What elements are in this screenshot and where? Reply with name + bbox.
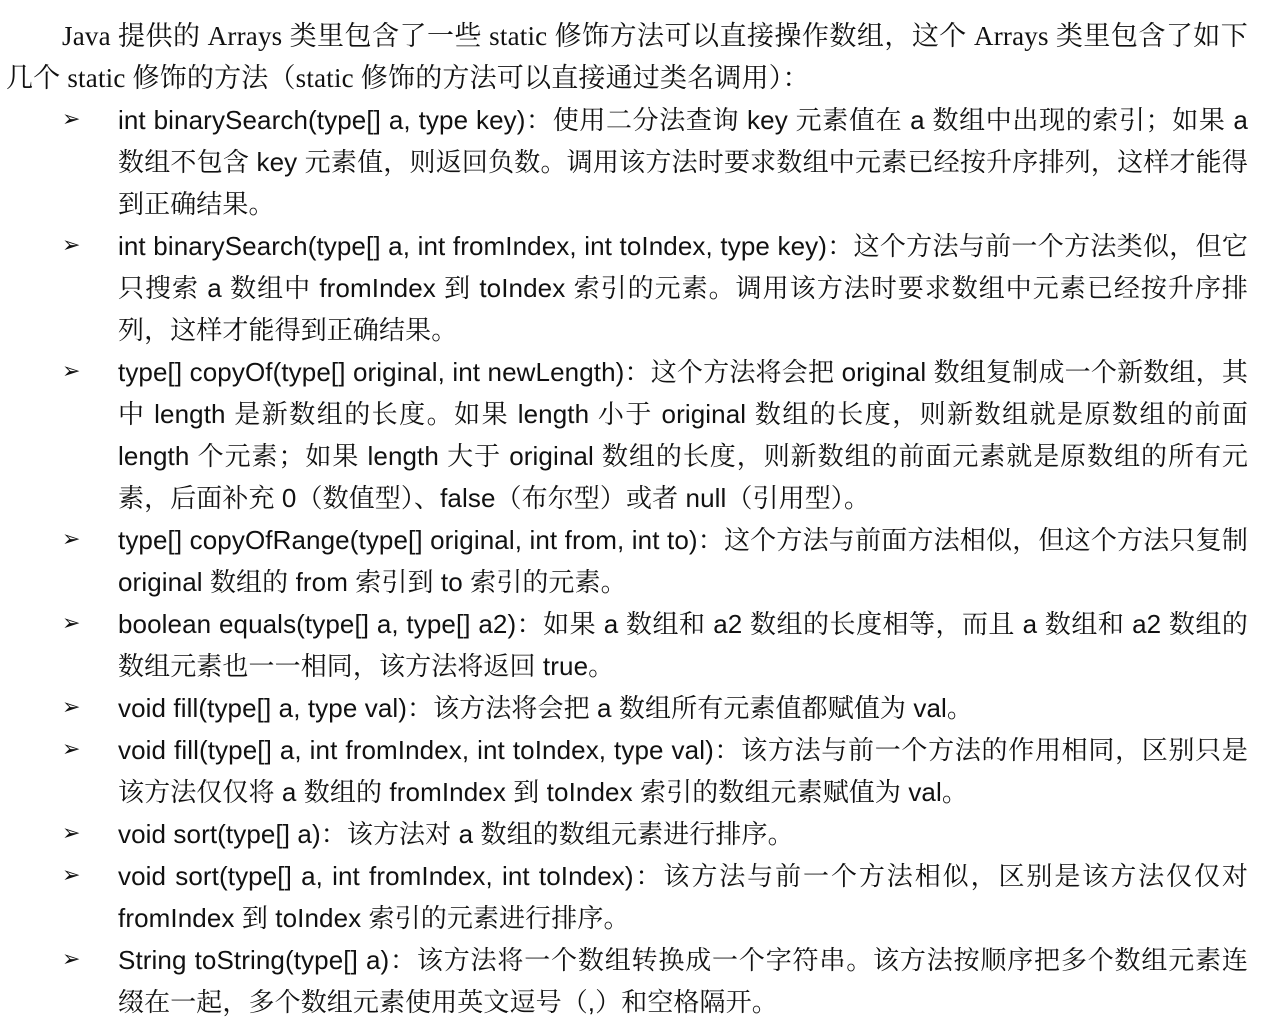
list-item — [6, 687, 1248, 729]
method-description: 如果 a 数组和 a2 数组的长度相等，而且 a 数组和 a2 数组的数组元素也一一相同，该方法将返回 true。 — [118, 609, 1248, 681]
list-item — [6, 939, 1248, 1023]
method-description: 这个方法与前一个方法类似，但它只搜索 a 数组中 fromIndex 到 toIndex 索引的元素。调用该方法时要求数组中元素已经按升序排列，这样才能得到正确结果。 — [118, 231, 1248, 345]
list-item — [6, 519, 1248, 603]
right-arrowhead-icon: ➢ — [62, 527, 81, 552]
list-item — [6, 855, 1248, 939]
method-list — [6, 99, 1248, 1023]
list-item — [6, 603, 1248, 687]
method-description: 该方法与前一个方法的作用相同，区别只是该方法仅仅将 a 数组的 fromIndex 到 toIndex 索引的数组元素赋值为 val。 — [118, 735, 1248, 807]
method-signature: int binarySearch(type[] a, type key)： — [118, 105, 553, 135]
method-description: 该方法与前一个方法相似，区别是该方法仅仅对 fromIndex 到 toIndex 索引的元素进行排序。 — [118, 861, 1248, 933]
method-signature: String toString(type[] a)： — [118, 945, 417, 975]
right-arrowhead-icon: ➢ — [62, 821, 81, 846]
list-item — [6, 729, 1248, 813]
method-signature: type[] copyOf(type[] original, int newLength)： — [118, 357, 651, 387]
method-signature: void fill(type[] a, type val)： — [118, 693, 434, 723]
list-item — [6, 813, 1248, 855]
right-arrowhead-icon: ➢ — [62, 233, 81, 258]
list-item — [6, 99, 1248, 225]
right-arrowhead-icon: ➢ — [62, 107, 81, 132]
method-description: 这个方法将会把 original 数组复制成一个新数组，其中 length 是新数组的长度。如果 length 小于 original 数组的长度，则新数组就是原数组的前面 length 个元素；如果 length 大于 original 数组的长度，则新数组的前面元素就是原数组的所有元素，后面补充 0（数值型）、false（布尔型）或者 null（引用型）。 — [118, 357, 1248, 513]
method-description: 该方法将会把 a 数组所有元素值都赋值为 val。 — [433, 693, 973, 723]
list-item — [6, 351, 1248, 519]
method-signature: void sort(type[] a, int fromIndex, int toIndex)： — [118, 861, 664, 891]
intro-paragraph: Java 提供的 Arrays 类里包含了一些 static 修饰方法可以直接操作数组，这个 Arrays 类里包含了如下几个 static 修饰的方法（static 修饰的方法可以直接通过类名调用）： — [6, 21, 1248, 93]
right-arrowhead-icon: ➢ — [62, 611, 81, 636]
method-signature: int binarySearch(type[] a, int fromIndex, int toIndex, type key)： — [118, 231, 854, 261]
method-description: 该方法对 a 数组的数组元素进行排序。 — [346, 819, 794, 849]
right-arrowhead-icon: ➢ — [62, 695, 81, 720]
list-item — [6, 225, 1248, 351]
method-description: 该方法将一个数组转换成一个字符串。该方法按顺序把多个数组元素连缀在一起，多个数组元素使用英文逗号（,）和空格隔开。 — [118, 945, 1248, 1017]
right-arrowhead-icon: ➢ — [62, 737, 81, 762]
right-arrowhead-icon: ➢ — [62, 863, 81, 888]
method-description: 使用二分法查询 key 元素值在 a 数组中出现的索引；如果 a 数组不包含 key 元素值，则返回负数。调用该方法时要求数组中元素已经按升序排列，这样才能得到正确结果。 — [118, 105, 1248, 219]
method-description: 这个方法与前面方法相似，但这个方法只复制 original 数组的 from 索引到 to 索引的元素。 — [118, 525, 1248, 597]
right-arrowhead-icon: ➢ — [62, 359, 81, 384]
method-signature: void fill(type[] a, int fromIndex, int toIndex, type val)： — [118, 735, 742, 765]
right-arrowhead-icon: ➢ — [62, 947, 81, 972]
method-signature: type[] copyOfRange(type[] original, int from, int to)： — [118, 525, 724, 555]
method-signature: boolean equals(type[] a, type[] a2)： — [118, 609, 544, 639]
method-signature: void sort(type[] a)： — [118, 819, 347, 849]
